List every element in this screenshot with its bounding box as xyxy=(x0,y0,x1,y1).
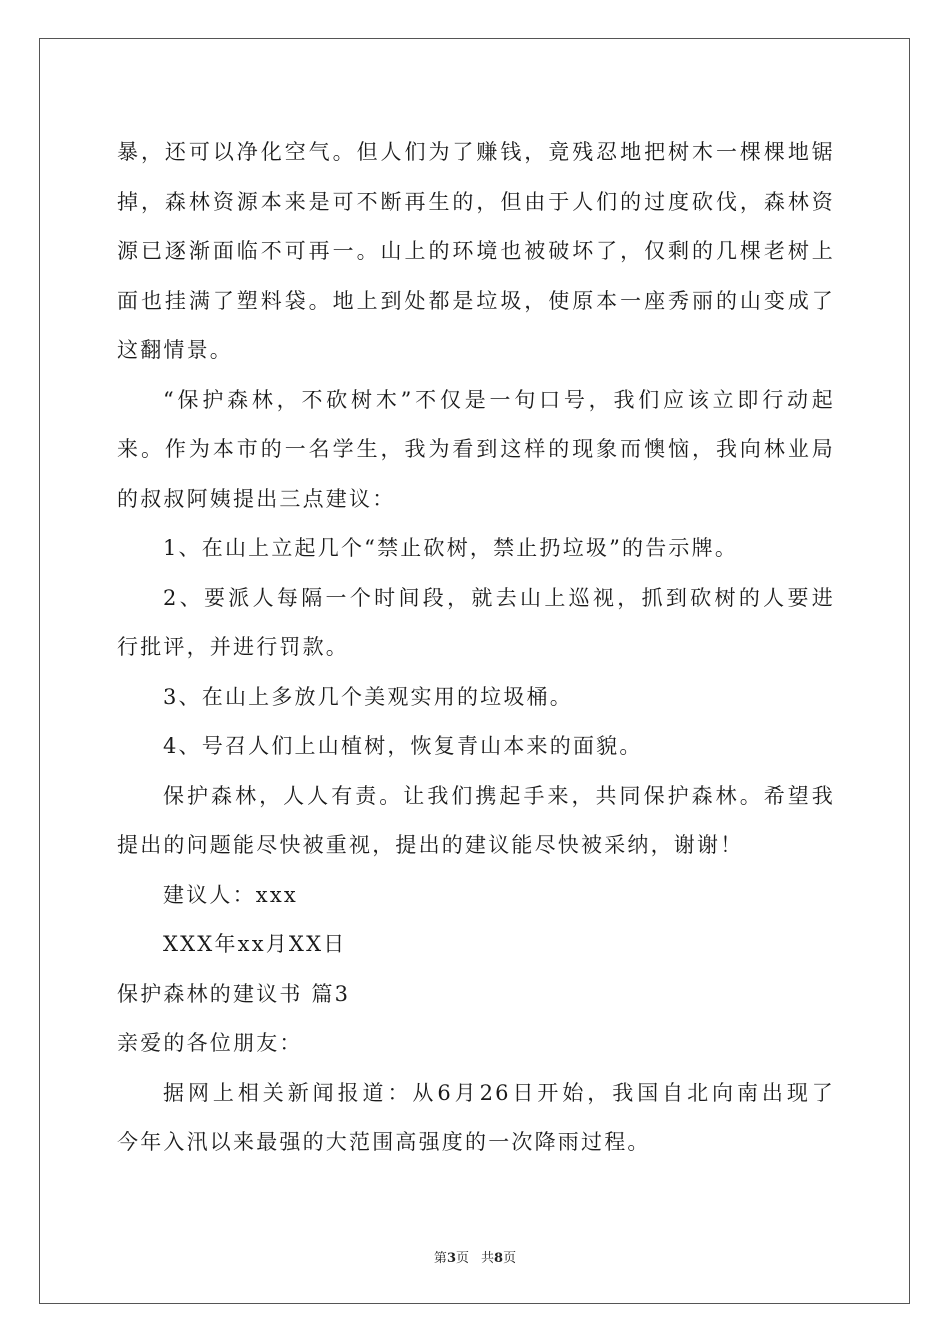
text-line: 保护森林，人人有责。让我们携起手来，共同保护森林。希望我 xyxy=(163,783,835,808)
page-prefix: 第 xyxy=(433,1251,447,1266)
text-line: 的叔叔阿姨提出三点建议： xyxy=(117,486,396,511)
total-prefix: 共 xyxy=(481,1251,495,1266)
list-item: 4、号召人们上山植树，恢复青山本来的面貌。 xyxy=(163,734,643,758)
text-line: 面也挂满了塑料袋。地上到处都是垃圾，使原本一座秀丽的山变成了 xyxy=(117,288,835,313)
signature-line: 建议人：xxx xyxy=(163,882,298,907)
list-item: 2、要派人每隔一个时间段，就去山上巡视，抓到砍树的人要进 xyxy=(163,585,835,610)
salutation: 亲爱的各位朋友： xyxy=(117,1031,303,1055)
text-line: 掉，森林资源本来是可不断再生的，但由于人们的过度砍伐，森林资 xyxy=(117,189,835,214)
page-current: 3 xyxy=(446,1251,456,1266)
date-line: XXX年xx月XX日 xyxy=(163,932,347,956)
page-suffix: 页 xyxy=(455,1251,469,1266)
document-body xyxy=(117,128,835,1168)
section-heading: 保护森林的建议书 篇3 xyxy=(117,981,351,1006)
list-item: 1、在山上立起几个“禁止砍树，禁止扔垃圾”的告示牌。 xyxy=(163,536,739,560)
text-line: 这翻情景。 xyxy=(117,338,233,362)
text-line: 来。作为本市的一名学生，我为看到这样的现象而懊恼，我向林业局 xyxy=(117,437,835,461)
page-total: 8 xyxy=(494,1251,504,1266)
page-footer xyxy=(0,1247,950,1266)
list-item: 3、在山上多放几个美观实用的垃圾桶。 xyxy=(163,684,573,709)
text-line: 行批评，并进行罚款。 xyxy=(117,635,349,659)
text-line: 源已逐渐面临不可再一。山上的环境也被破坏了，仅剩的几棵老树上 xyxy=(117,239,835,263)
text-line: 据网上相关新闻报道：从6月26日开始，我国自北向南出现了 xyxy=(163,1080,835,1105)
text-line: “保护森林，不砍树木”不仅是一句口号，我们应该立即行动起 xyxy=(163,387,835,412)
text-line: 提出的问题能尽快被重视，提出的建议能尽快被采纳，谢谢！ xyxy=(117,833,744,857)
text-line: 暴，还可以净化空气。但人们为了赚钱，竟残忍地把树木一棵棵地锯 xyxy=(117,140,835,164)
text-line: 今年入汛以来最强的大范围高强度的一次降雨过程。 xyxy=(117,1130,651,1154)
total-suffix: 页 xyxy=(503,1251,517,1266)
